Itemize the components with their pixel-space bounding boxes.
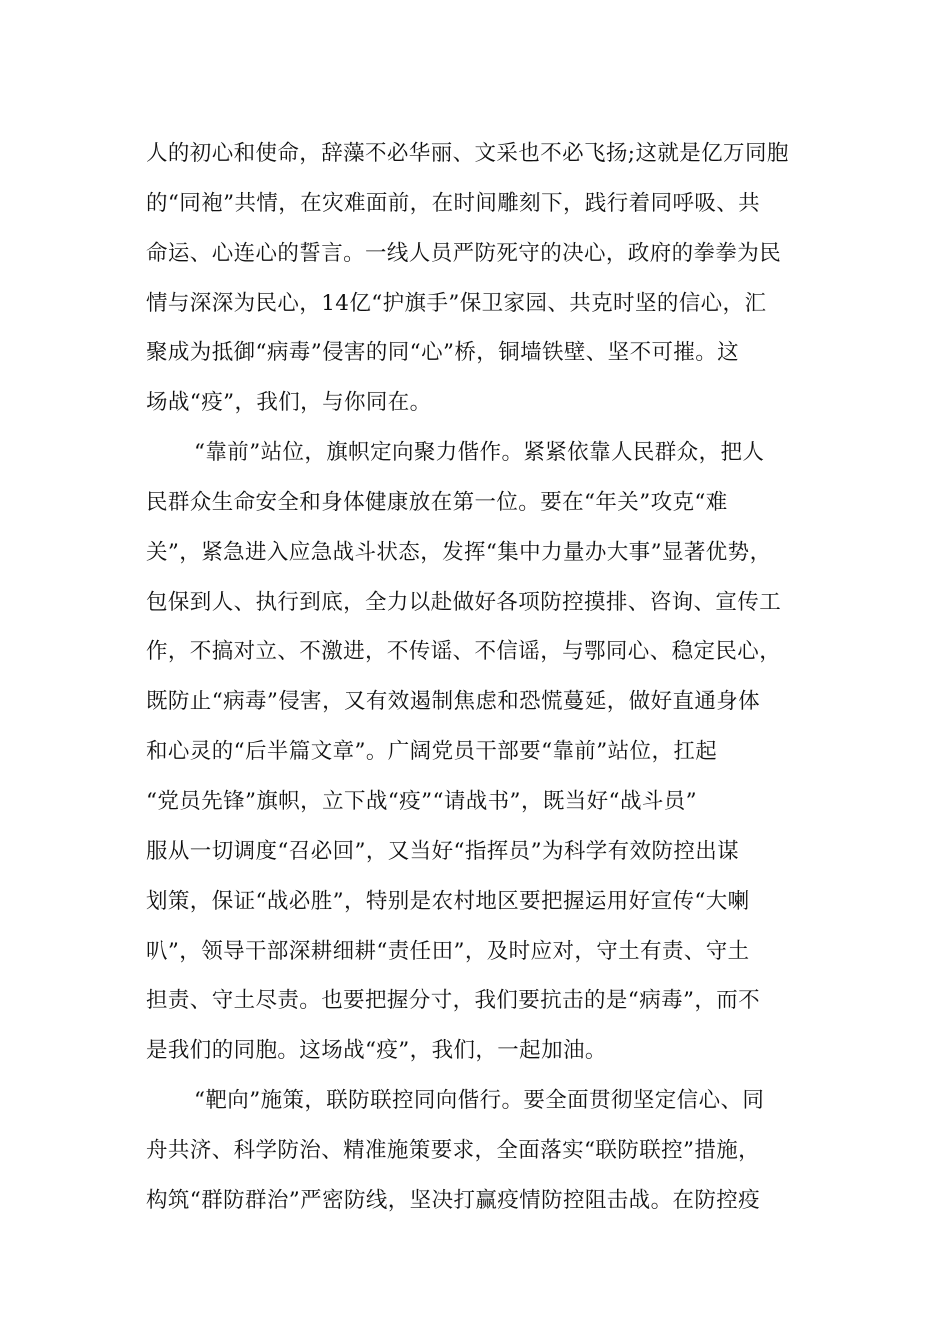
paragraph-1-line-1: 人的初心和使命，辞藻不必华丽、文采也不必飞扬;这就是亿万同胞 — [146, 141, 789, 166]
paragraph-1-line-3: 命运、心连心的誓言。一线人员严防死守的决心，政府的拳拳为民 — [146, 240, 782, 266]
paragraph-2-line-13: 是我们的同胞。这场战“疫”，我们，一起加油。 — [146, 1038, 607, 1064]
paragraph-2-line-9: 服从一切调度“召必回”，又当好“指挥员”为科学有效防控出谋 — [146, 838, 740, 864]
paragraph-1-line-4: 情与深深为民心，14亿“护旗手”保卫家园、共克时坚的信心，汇 — [146, 290, 767, 316]
paragraph-2-line-8: “党员先锋”旗帜，立下战“疫”“请战书”，既当好“战斗员” — [146, 788, 698, 814]
paragraph-2-line-4: 包保到人、执行到底，全力以赴做好各项防控摸排、咨询、宣传工 — [146, 589, 782, 615]
paragraph-2-line-10: 划策，保证“战必胜”，特别是农村地区要把握运用好宣传“大喇 — [146, 888, 750, 914]
paragraph-2-line-2: 民群众生命安全和身体健康放在第一位。要在“年关”攻克“难 — [146, 489, 728, 515]
paragraph-1-line-6: 场战“疫”，我们，与你同在。 — [146, 390, 432, 416]
paragraph-2-line-6: 既防止“病毒”侵害，又有效遏制焦虑和恐慌蔓延，做好直通身体 — [146, 689, 761, 715]
paragraph-1-line-5: 聚成为抵御“病毒”侵害的同“心”桥，铜墙铁壁、坚不可摧。这 — [146, 340, 740, 366]
paragraph-2-line-3: 关”，紧急进入应急战斗状态，发挥“集中力量办大事”显著优势， — [146, 539, 772, 565]
paragraph-2-line-12: 担责、守土尽责。也要把握分寸，我们要抗击的是“病毒”，而不 — [146, 988, 761, 1014]
paragraph-3-line-1: “靶向”施策，联防联控同向偕行。要全面贯彻坚定信心、同 — [194, 1088, 765, 1114]
document-body — [146, 129, 806, 1226]
paragraph-2-line-7: 和心灵的“后半篇文章”。广阔党员干部要“靠前”站位，扛起 — [146, 739, 718, 765]
paragraph-3-line-3: 构筑“群防群治”严密防线，坚决打赢疫情防控阻击战。在防控疫 — [146, 1187, 761, 1213]
paragraph-3-line-2: 舟共济、科学防治、精准施策要求，全面落实“联防联控”措施， — [146, 1137, 761, 1163]
paragraph-2-line-11: 叭”，领导干部深耕细耕“责任田”，及时应对，守土有责、守土 — [146, 938, 750, 964]
paragraph-2-line-1: “靠前”站位，旗帜定向聚力偕作。紧紧依靠人民群众，把人 — [194, 440, 765, 466]
paragraph-2-line-5: 作，不搞对立、不激进，不传谣、不信谣，与鄂同心、稳定民心， — [146, 639, 782, 665]
paragraph-1-line-2: 的“同袍”共情，在灾难面前，在时间雕刻下，践行着同呼吸、共 — [146, 190, 761, 216]
